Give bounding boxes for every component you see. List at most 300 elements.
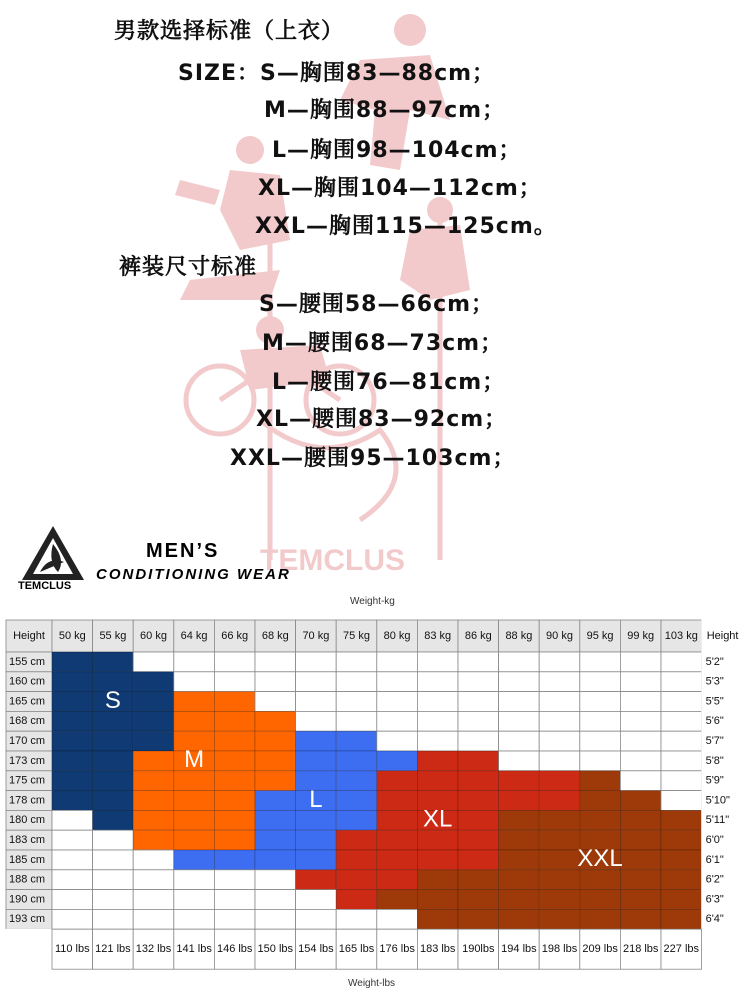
weight-lbs-label: 146 lbs — [216, 943, 253, 956]
size-cell-s — [52, 652, 93, 672]
size-cell-empty — [580, 672, 621, 692]
size-cell-empty — [620, 652, 661, 672]
size-cell-xl — [458, 791, 499, 811]
size-cell-l — [377, 751, 418, 771]
weight-lbs-label: 227 lbs — [663, 943, 700, 956]
watermark-text: TEMCLUS — [260, 544, 405, 577]
size-region-label-xxl: XXL — [577, 845, 623, 873]
size-cell-empty — [580, 692, 621, 712]
size-cell-xxl — [499, 830, 540, 850]
height-cm-label: 178 cm — [8, 794, 46, 807]
size-cell-xxl — [417, 909, 458, 929]
tops-size-heading: 男款选择标准（上衣） — [114, 19, 345, 44]
size-cell-xxl — [661, 909, 702, 929]
size-cell-s — [133, 731, 174, 751]
size-cell-s — [93, 751, 134, 771]
size-cell-empty — [296, 909, 337, 929]
weight-kg-axis-title: Weight-kg — [350, 596, 395, 607]
size-cell-xxl — [417, 890, 458, 910]
size-cell-xl — [377, 810, 418, 830]
size-cell-empty — [539, 652, 580, 672]
size-cell-m — [133, 810, 174, 830]
size-cell-xl — [417, 751, 458, 771]
size-cell-xxl — [417, 870, 458, 890]
weight-kg-label: 80 kg — [383, 629, 411, 642]
weight-kg-label: 88 kg — [505, 629, 533, 642]
size-cell-empty — [255, 909, 296, 929]
size-cell-s — [93, 711, 134, 731]
weight-kg-label: 86 kg — [464, 629, 492, 642]
size-cell-empty — [499, 672, 540, 692]
height-cm-label: 160 cm — [8, 675, 46, 688]
size-cell-empty — [133, 890, 174, 910]
size-cell-empty — [417, 672, 458, 692]
size-cell-l — [336, 791, 377, 811]
size-cell-m — [174, 692, 215, 712]
tops-size-line-s: SIZE：S—胸围83—88cm； — [178, 61, 496, 86]
size-cell-empty — [661, 652, 702, 672]
size-cell-empty — [499, 751, 540, 771]
size-cell-empty — [620, 751, 661, 771]
size-cell-xl — [417, 850, 458, 870]
height-cm-label: 168 cm — [8, 715, 46, 728]
height-cm-label: 165 cm — [8, 695, 46, 708]
size-cell-empty — [458, 672, 499, 692]
size-cell-xxl — [661, 850, 702, 870]
size-cell-empty — [580, 652, 621, 672]
weight-kg-label: 95 kg — [586, 629, 614, 642]
size-cell-xl — [417, 771, 458, 791]
size-cell-xxl — [620, 870, 661, 890]
size-cell-empty — [417, 652, 458, 672]
size-cell-s — [52, 672, 93, 692]
size-cell-xxl — [580, 771, 621, 791]
size-cell-m — [214, 731, 255, 751]
size-cell-empty — [417, 731, 458, 751]
weight-lbs-label: 165 lbs — [338, 943, 375, 956]
height-cm-label: 185 cm — [8, 853, 46, 866]
size-cell-xxl — [620, 810, 661, 830]
size-cell-empty — [661, 731, 702, 751]
size-cell-s — [93, 771, 134, 791]
size-cell-empty — [52, 850, 93, 870]
size-cell-m — [214, 771, 255, 791]
size-cell-xxl — [499, 850, 540, 870]
height-cm-label: 183 cm — [8, 834, 46, 847]
pants-size-line-xl: XL—腰围83—92cm； — [256, 407, 508, 432]
size-cell-empty — [377, 711, 418, 731]
size-cell-l — [296, 810, 337, 830]
weight-lbs-label: 194 lbs — [501, 943, 537, 956]
height-ft-label: 5'6" — [705, 715, 724, 728]
height-cm-label: 188 cm — [8, 873, 46, 886]
size-cell-empty — [255, 652, 296, 672]
size-cell-m — [214, 711, 255, 731]
height-header-right: Height — [706, 629, 739, 642]
size-cell-xxl — [620, 791, 661, 811]
size-cell-empty — [296, 711, 337, 731]
size-cell-xxl — [539, 850, 580, 870]
size-cell-empty — [377, 652, 418, 672]
size-cell-empty — [214, 672, 255, 692]
height-ft-label: 5'3" — [705, 675, 724, 688]
size-cell-m — [174, 711, 215, 731]
height-header-left: Height — [13, 629, 45, 642]
size-cell-xxl — [580, 870, 621, 890]
title-conditioning-wear: CONDITIONING WEAR — [96, 566, 291, 583]
size-cell-empty — [133, 850, 174, 870]
size-cell-l — [296, 751, 337, 771]
size-cell-empty — [377, 731, 418, 751]
weight-kg-label: 99 kg — [627, 629, 655, 642]
size-cell-xxl — [620, 830, 661, 850]
size-region-label-l: L — [309, 785, 323, 813]
pants-size-line-m: M—腰围68—73cm； — [262, 331, 504, 356]
weight-kg-label: 68 kg — [261, 629, 289, 642]
tops-size-line-m: M—胸围88—97cm； — [264, 98, 506, 123]
size-cell-empty — [174, 909, 215, 929]
size-cell-empty — [214, 652, 255, 672]
size-cell-l — [296, 830, 337, 850]
size-cell-empty — [255, 692, 296, 712]
size-cell-empty — [133, 652, 174, 672]
size-cell-empty — [214, 870, 255, 890]
size-cell-m — [174, 830, 215, 850]
size-cell-empty — [93, 850, 134, 870]
size-cell-empty — [214, 890, 255, 910]
size-cell-xl — [377, 771, 418, 791]
size-cell-s — [52, 771, 93, 791]
size-cell-l — [255, 830, 296, 850]
size-cell-empty — [255, 870, 296, 890]
weight-kg-label: 50 kg — [58, 629, 86, 642]
size-cell-l — [296, 850, 337, 870]
size-cell-empty — [133, 909, 174, 929]
weight-lbs-axis-title: Weight-lbs — [348, 978, 396, 989]
size-cell-s — [93, 731, 134, 751]
weight-kg-label: 70 kg — [302, 629, 330, 642]
size-cell-xl — [458, 751, 499, 771]
size-cell-empty — [620, 672, 661, 692]
size-cell-empty — [499, 652, 540, 672]
size-cell-l — [174, 850, 215, 870]
height-cm-label: 175 cm — [8, 774, 46, 787]
size-cell-empty — [458, 692, 499, 712]
size-cell-m — [174, 791, 215, 811]
size-cell-m — [255, 731, 296, 751]
size-cell-s — [52, 692, 93, 712]
size-cell-l — [336, 771, 377, 791]
size-cell-empty — [174, 672, 215, 692]
size-cell-l — [255, 791, 296, 811]
size-cell-l — [296, 731, 337, 751]
size-cell-empty — [174, 870, 215, 890]
size-cell-empty — [499, 711, 540, 731]
weight-lbs-label: 121 lbs — [95, 943, 131, 956]
size-cell-empty — [539, 672, 580, 692]
size-cell-xxl — [499, 909, 540, 929]
pants-size-line-xxl: XXL—腰围95—103cm； — [230, 446, 516, 471]
size-cell-empty — [52, 890, 93, 910]
size-cell-xxl — [539, 909, 580, 929]
size-cell-empty — [93, 830, 134, 850]
size-cell-xxl — [539, 870, 580, 890]
weight-lbs-label: 218 lbs — [622, 943, 659, 956]
tops-size-line-l: L—胸围98—104cm； — [272, 138, 522, 163]
size-cell-m — [214, 830, 255, 850]
height-ft-label: 6'2" — [705, 873, 724, 886]
size-cell-m — [133, 771, 174, 791]
size-cell-m — [214, 791, 255, 811]
height-ft-label: 6'3" — [705, 893, 724, 906]
weight-lbs-label: 209 lbs — [582, 943, 618, 956]
size-cell-empty — [661, 692, 702, 712]
size-cell-xl — [539, 791, 580, 811]
height-ft-label: 5'7" — [705, 735, 724, 748]
size-cell-empty — [458, 731, 499, 751]
size-cell-empty — [620, 692, 661, 712]
lbs-corner-cell — [6, 929, 52, 969]
size-cell-empty — [52, 810, 93, 830]
size-cell-empty — [93, 890, 134, 910]
size-cell-empty — [296, 692, 337, 712]
size-cell-empty — [620, 731, 661, 751]
size-region-label-s: S — [104, 686, 121, 714]
size-cell-empty — [499, 692, 540, 712]
weight-lbs-label: 183 lbs — [419, 943, 456, 956]
size-cell-m — [214, 692, 255, 712]
height-ft-label: 6'0" — [705, 834, 724, 847]
height-ft-label: 5'10" — [705, 794, 730, 807]
size-cell-empty — [417, 692, 458, 712]
size-cell-empty — [661, 791, 702, 811]
size-cell-xl — [458, 830, 499, 850]
size-cell-xxl — [499, 890, 540, 910]
weight-kg-label: 64 kg — [180, 629, 208, 642]
weight-kg-label: 103 kg — [664, 629, 698, 642]
weight-kg-label: 55 kg — [99, 629, 127, 642]
height-ft-label: 5'11" — [705, 814, 730, 827]
size-cell-m — [133, 830, 174, 850]
height-cm-label: 190 cm — [8, 893, 46, 906]
size-cell-xl — [458, 850, 499, 870]
size-cell-empty — [377, 692, 418, 712]
size-cell-xxl — [580, 810, 621, 830]
weight-lbs-label: 154 lbs — [298, 943, 334, 956]
size-cell-empty — [52, 870, 93, 890]
size-cell-xl — [499, 771, 540, 791]
size-cell-empty — [296, 652, 337, 672]
size-cell-l — [255, 810, 296, 830]
size-cell-xxl — [377, 890, 418, 910]
size-cell-xxl — [661, 830, 702, 850]
size-cell-xl — [377, 850, 418, 870]
height-cm-label: 155 cm — [8, 655, 46, 668]
size-cell-xxl — [458, 909, 499, 929]
size-cell-xl — [377, 791, 418, 811]
size-cell-m — [214, 751, 255, 771]
size-cell-xxl — [580, 791, 621, 811]
size-cell-xl — [336, 850, 377, 870]
height-cm-label: 180 cm — [8, 814, 46, 827]
size-cell-xxl — [580, 909, 621, 929]
size-cell-empty — [52, 830, 93, 850]
weight-lbs-label: 198 lbs — [541, 943, 578, 956]
size-cell-s — [93, 791, 134, 811]
weight-lbs-label: 110 lbs — [54, 943, 90, 956]
size-cell-s — [93, 652, 134, 672]
size-cell-xxl — [458, 890, 499, 910]
size-cell-xl — [336, 830, 377, 850]
size-cell-empty — [539, 731, 580, 751]
size-cell-empty — [539, 751, 580, 771]
size-cell-empty — [336, 692, 377, 712]
size-cell-l — [214, 850, 255, 870]
size-cell-xl — [458, 771, 499, 791]
height-ft-label: 5'5" — [705, 695, 724, 708]
size-cell-s — [133, 711, 174, 731]
size-cell-empty — [539, 692, 580, 712]
size-cell-empty — [580, 731, 621, 751]
size-cell-empty — [296, 890, 337, 910]
size-cell-empty — [580, 711, 621, 731]
size-cell-empty — [377, 909, 418, 929]
size-cell-empty — [539, 711, 580, 731]
size-cell-empty — [620, 771, 661, 791]
size-cell-empty — [336, 909, 377, 929]
size-cell-m — [255, 771, 296, 791]
size-cell-empty — [661, 672, 702, 692]
weight-kg-label: 60 kg — [140, 629, 167, 642]
size-cell-empty — [52, 909, 93, 929]
size-cell-empty — [377, 672, 418, 692]
size-cell-empty — [255, 890, 296, 910]
size-cell-m — [133, 751, 174, 771]
size-cell-xxl — [661, 870, 702, 890]
height-ft-label: 5'9" — [705, 774, 724, 787]
weight-lbs-label: 150 lbs — [257, 943, 294, 956]
size-cell-empty — [255, 672, 296, 692]
size-cell-empty — [93, 870, 134, 890]
size-cell-empty — [580, 751, 621, 771]
size-cell-m — [214, 810, 255, 830]
size-cell-empty — [133, 870, 174, 890]
size-cell-xxl — [620, 850, 661, 870]
size-cell-xxl — [539, 890, 580, 910]
weight-kg-label: 75 kg — [343, 629, 370, 642]
pants-size-heading: 裤装尺寸标准 — [119, 255, 258, 280]
weight-kg-label: 66 kg — [221, 629, 249, 642]
size-cell-xl — [458, 810, 499, 830]
size-cell-s — [93, 810, 134, 830]
weight-lbs-label: 141 lbs — [176, 943, 212, 956]
size-cell-m — [255, 711, 296, 731]
size-cell-s — [133, 672, 174, 692]
logo-wordmark: TEMCLUS — [18, 580, 72, 592]
size-cell-m — [133, 791, 174, 811]
weight-kg-label: 83 kg — [424, 629, 452, 642]
size-cell-xl — [336, 870, 377, 890]
size-cell-empty — [458, 711, 499, 731]
size-cell-xl — [539, 771, 580, 791]
pants-size-line-s: S—腰围58—66cm； — [259, 292, 495, 317]
size-cell-xl — [417, 830, 458, 850]
weight-lbs-label: 132 lbs — [135, 943, 172, 956]
size-region-label-m: M — [184, 746, 205, 774]
height-cm-label: 173 cm — [8, 754, 46, 767]
size-cell-xxl — [661, 810, 702, 830]
size-cell-xl — [336, 890, 377, 910]
size-cell-xxl — [661, 890, 702, 910]
size-cell-m — [255, 751, 296, 771]
size-cell-empty — [417, 711, 458, 731]
height-ft-label: 5'2" — [705, 655, 724, 668]
size-cell-xxl — [539, 810, 580, 830]
size-cell-xl — [377, 870, 418, 890]
size-region-label-xl: XL — [423, 805, 453, 833]
size-cell-xxl — [620, 909, 661, 929]
size-cell-xl — [499, 791, 540, 811]
size-cell-s — [133, 692, 174, 712]
size-cell-empty — [661, 751, 702, 771]
size-cell-empty — [458, 652, 499, 672]
size-cell-empty — [499, 731, 540, 751]
size-cell-empty — [336, 672, 377, 692]
weight-lbs-label: 190lbs — [462, 943, 495, 956]
size-cell-xxl — [499, 810, 540, 830]
size-cell-m — [174, 810, 215, 830]
size-cell-empty — [174, 652, 215, 672]
weight-lbs-label: 176 lbs — [379, 943, 415, 956]
size-cell-l — [255, 850, 296, 870]
tops-size-line-xl: XL—胸围104—112cm； — [258, 176, 542, 201]
size-cell-xl — [377, 830, 418, 850]
size-cell-empty — [214, 909, 255, 929]
size-cell-empty — [174, 890, 215, 910]
size-cell-empty — [93, 909, 134, 929]
height-cm-label: 193 cm — [8, 913, 46, 926]
size-cell-s — [52, 751, 93, 771]
size-cell-xxl — [499, 870, 540, 890]
size-cell-empty — [336, 652, 377, 672]
size-cell-empty — [661, 711, 702, 731]
size-cell-xl — [296, 870, 337, 890]
size-cell-xxl — [539, 830, 580, 850]
size-cell-s — [52, 711, 93, 731]
size-cell-empty — [336, 711, 377, 731]
size-cell-l — [336, 810, 377, 830]
size-cell-l — [336, 731, 377, 751]
size-cell-s — [52, 731, 93, 751]
height-cm-label: 170 cm — [8, 735, 46, 748]
size-cell-empty — [296, 672, 337, 692]
title-mens: MEN’S — [146, 540, 220, 562]
size-cell-xxl — [620, 890, 661, 910]
size-cell-xxl — [580, 890, 621, 910]
tops-size-line-xxl: XXL—胸围115—125cm。 — [255, 214, 557, 239]
size-cell-s — [52, 791, 93, 811]
weight-kg-label: 90 kg — [546, 629, 573, 642]
size-cell-empty — [620, 711, 661, 731]
height-ft-label: 6'4" — [705, 913, 724, 926]
pants-size-line-l: L—腰围76—81cm； — [272, 370, 506, 395]
size-cell-m — [174, 771, 215, 791]
height-ft-label: 6'1" — [705, 853, 724, 866]
size-cell-l — [336, 751, 377, 771]
size-cell-xxl — [458, 870, 499, 890]
size-cell-empty — [661, 771, 702, 791]
height-ft-label: 5'8" — [705, 754, 724, 767]
